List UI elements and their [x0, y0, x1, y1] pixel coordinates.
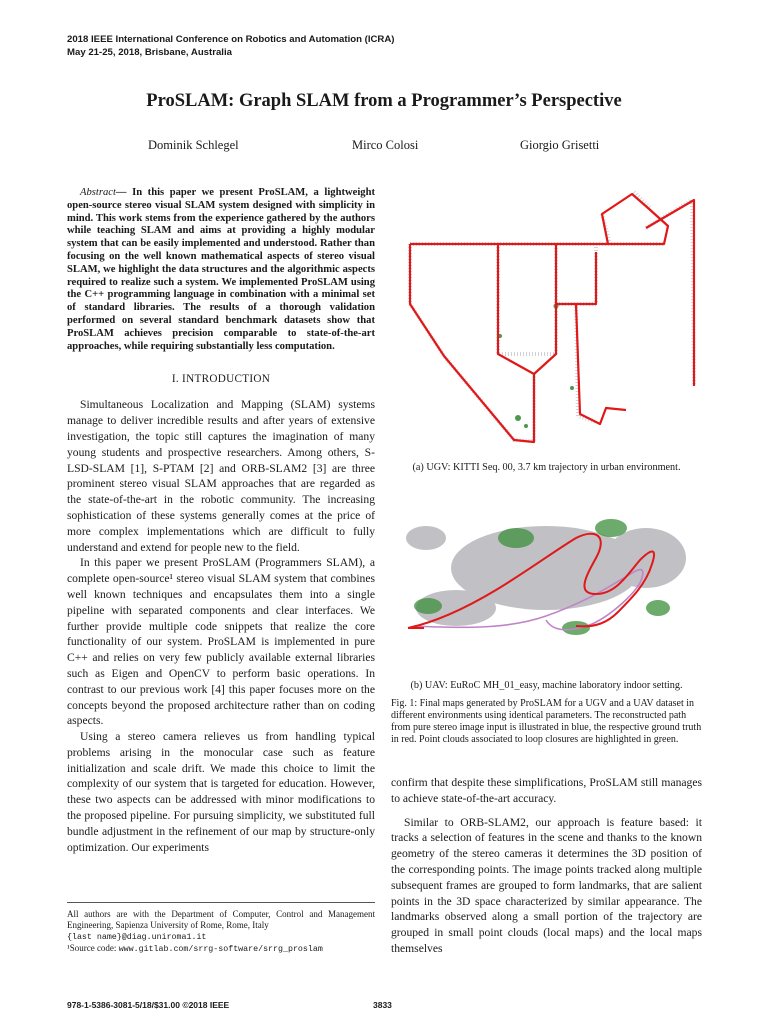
- author-email: {last name}@diag.uniroma1.it: [67, 932, 207, 942]
- euroc-map-figure: [396, 498, 702, 673]
- source-code-link[interactable]: www.gitlab.com/srrg-software/srrg_proslam: [118, 945, 323, 955]
- right-paragraph-1: confirm that despite these simplifications, ProSLAM still manages to achieve state-of-the-art accuracy.: [391, 776, 702, 805]
- right-paragraph-2: Similar to ORB-SLAM2, our approach is feature based: it tracks a selection of features in the scene and thanks to the known geometry of the stereo cameras it determines the 3D position of the corresponding points. The image points tracked along multiple subsequent frames are grouped to form landmarks, that are salient points in the 3D space characterized by similar appearance. The landmarks observed along a small portion of the trajectory are grouped in small point clouds (local maps) and the local maps themselves: [391, 815, 702, 955]
- figure-b-subcaption: (b) UAV: EuRoC MH_01_easy, machine laboratory indoor setting.: [410, 680, 683, 691]
- figure-caption: Fig. 1: Final maps generated by ProSLAM for a UGV and a UAV dataset in different environments using identical parameters. The reconstructed path from pure stereo image input is illustrated in blue, the respective ground truth in red. Point clouds associated to loop closures are highlighted in green.: [391, 698, 702, 745]
- abstract-text: In this paper we present ProSLAM, a lightweight open-source stereo visual SLAM system designed with simplicity in mind. This work stems from the experience gathered by the authors while teaching SLAM and aims at providing a highly modular system that can be easily implemented and understood. Rather than focusing on the well known mathematical aspects of stereo visual SLAM, we highlight the data structures and the algorithmic aspects required to realize such a system. We implemented ProSLAM using the C++ programming language in combination with a minimal set of standard libraries. The results of a thorough validation performed on several standard benchmark datasets show that ProSLAM achieves precision comparable to state-of-the-art approaches, while requiring substantially less computation.: [67, 187, 375, 352]
- footer-isbn: 978-1-5386-3081-5/18/$31.00 ©2018 IEEE: [67, 1000, 230, 1010]
- footnotes: [67, 902, 375, 956]
- paper-title: ProSLAM: Graph SLAM from a Programmer’s Perspective: [146, 91, 622, 111]
- author-3: Giorgio Grisetti: [520, 138, 600, 152]
- intro-paragraph-2: In this paper we present ProSLAM (Programmers SLAM), a complete open-source¹ stereo visual SLAM system that combines well known techniques and encapsulates them into a single pipeline with separated components and clear interfaces. We further provide multiple code snippets that realize the core functionality of our system. ProSLAM is implemented in pure C++ and relies on very few publicly available external libraries such as Eigen and OpenCV to perform basic operations. In contrast to our previous work [4] this paper focuses more on the concepts beyond the proposed architecture rather than on coding aspects.: [67, 556, 375, 728]
- intro-paragraph-1: Simultaneous Localization and Mapping (SLAM) systems manage to deliver incredible results and after years of extensive investigation, the topic still captures the imagination of many young students and prospective researchers. Among others, S-LSD-SLAM [1], S-PTAM [2] and ORB-SLAM2 [3] are three prominent stereo visual SLAM approaches that are regarded as the state-of-the-art in the robotic community. The increasing sophistication of these systems generally comes at the price of more complex implementations which are difficult to fully understand and extend for people new to the field.: [67, 398, 375, 554]
- kitti-point-cloud: [410, 192, 694, 441]
- figure-a-subcaption: (a) UGV: KITTI Seq. 00, 3.7 km trajectory in urban environment.: [412, 462, 681, 473]
- intro-paragraph-3: Using a stereo camera relieves us from handling typical problems arising in the monocular case such as feature initialization and scale drift. We made this choice to limit the complexity of our system that is targeted for education. However, these two aspects can be addressed with minor modifications to the proposed pipeline. For pursuing simplicity, we substituted full bundle adjustment in the refinement of our map by structure-only optimization. Our experiments: [67, 730, 375, 854]
- conference-location: May 21-25, 2018, Brisbane, Australia: [67, 46, 232, 58]
- abstract-lead: Abstract: [80, 187, 116, 198]
- kitti-loop-clouds: [498, 304, 574, 429]
- author-2: Mirco Colosi: [352, 138, 419, 152]
- conference-header: [67, 34, 394, 59]
- kitti-ground-truth-path: [410, 194, 694, 442]
- euroc-point-cloud: [406, 526, 686, 626]
- page-number: 3833: [373, 1000, 392, 1010]
- right-column: [391, 775, 702, 957]
- source-code-label: ¹Source code:: [67, 943, 117, 954]
- author-1: Dominik Schlegel: [148, 138, 239, 152]
- affiliation-note: All authors are with the Department of Computer, Control and Management Engineering, Sapienza University of Rome, Rome, Italy: [67, 909, 375, 931]
- section-heading: I. INTRODUCTION: [171, 373, 271, 386]
- kitti-map-figure: [396, 186, 702, 456]
- abstract: Abstract— In this paper we present ProSLAM, a lightweight open-source stereo visual SLAM system designed with simplicity in mind. This work stems from the experience gathered by the authors while teaching SLAM and aims at providing a highly modular system that can be easily implemented and understood. Rather than focusing on the well known mathematical aspects of stereo visual SLAM, we highlight the data structures and the algorithmic aspects required to realize such a system. We implemented ProSLAM using the C++ programming language in combination with a minimal set of standard libraries. The results of a thorough validation performed on several standard benchmark datasets show that ProSLAM achieves precision comparable to state-of-the-art approaches, while requiring substantially less computation.: [67, 187, 375, 352]
- left-column: [67, 187, 375, 855]
- conference-name: 2018 IEEE International Conference on Robotics and Automation (ICRA): [67, 34, 395, 45]
